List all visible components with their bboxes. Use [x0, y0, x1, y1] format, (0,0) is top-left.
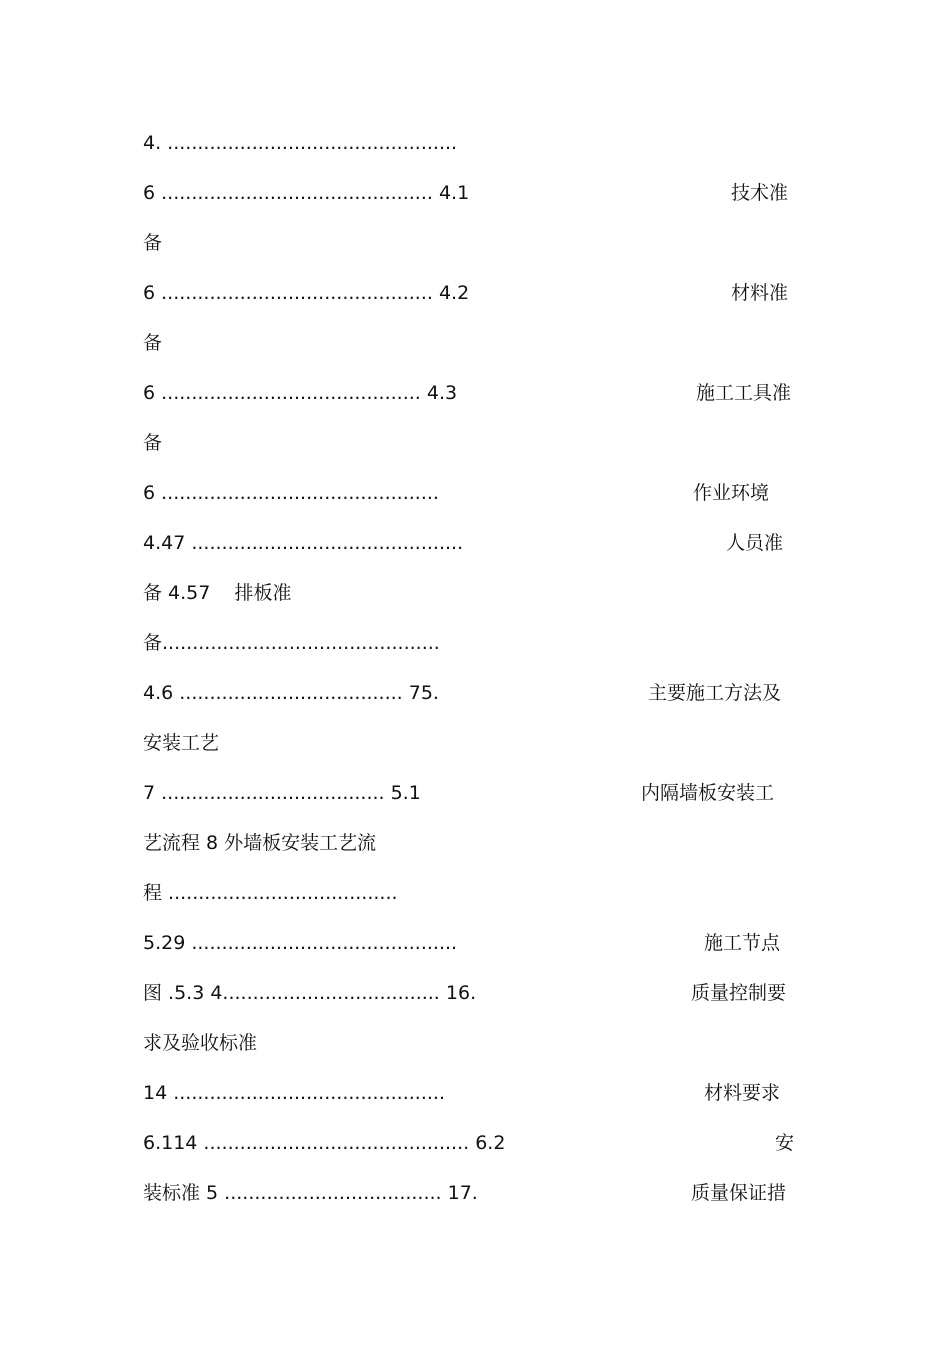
toc-line: [143, 628, 823, 658]
toc-line: [143, 178, 823, 208]
toc-line-left: 6 ..............................................: [143, 482, 439, 504]
toc-line-right: 材料准: [731, 282, 789, 304]
toc-line-right: 质量保证措: [691, 1182, 787, 1204]
toc-line-left: 5.29 ............................................: [143, 932, 458, 954]
toc-line-left: 6.114 ............................................ 6.2: [143, 1132, 506, 1154]
toc-line: [143, 478, 823, 508]
toc-line: [143, 928, 823, 958]
toc-line: [143, 228, 823, 258]
toc-line-left: 4.47 .............................................: [143, 532, 464, 554]
toc-line: [143, 1178, 823, 1208]
toc-line: [143, 1078, 823, 1108]
toc-line-right: 内隔墙板安装工: [641, 782, 775, 804]
toc-line-left: 备: [143, 232, 163, 254]
toc-line: [143, 428, 823, 458]
toc-line-left: 求及验收标准: [143, 1032, 258, 1054]
toc-line: [143, 278, 823, 308]
toc-line-left: 14 .............................................: [143, 1082, 445, 1104]
toc-line-right: 施工节点: [704, 932, 781, 954]
toc-line-left: 备: [143, 432, 163, 454]
toc-line-right: 材料要求: [704, 1082, 781, 1104]
toc-line-left: 6 ............................................. 4.2: [143, 282, 470, 304]
toc-line-left: 4.6 ..................................... 75.: [143, 682, 439, 704]
toc-line-right: 质量控制要: [691, 982, 787, 1004]
toc-line-left: 6 ............................................. 4.1: [143, 182, 470, 204]
toc-line: [143, 378, 823, 408]
toc-line: [143, 528, 823, 558]
toc-line-right: 人员准: [726, 532, 784, 554]
toc-line-left: 程 ......................................: [143, 882, 398, 904]
toc-line: [143, 778, 823, 808]
toc-line-left: 备: [143, 332, 163, 354]
toc-line-right: 安: [775, 1132, 795, 1154]
toc-line-right: 技术准: [731, 182, 789, 204]
toc-line-left: 7 ..................................... 5.1: [143, 782, 421, 804]
toc-line-left: 艺流程 8 外墙板安装工艺流: [143, 832, 377, 854]
toc-line-left: 装标准 5 .................................... 17.: [143, 1182, 478, 1204]
toc-line-left: 安装工艺: [143, 732, 220, 754]
toc-line-left: 图 .5.3 4.................................... 16.: [143, 982, 477, 1004]
toc-line-right: 施工工具准: [696, 382, 792, 404]
toc-line-left: 备 4.57 排板准: [143, 582, 292, 604]
toc-line: [143, 878, 823, 908]
toc-line-right: 作业环境: [693, 482, 770, 504]
toc-line: [143, 1128, 823, 1158]
toc-line: [143, 828, 823, 858]
toc-line: [143, 578, 823, 608]
toc-line-left: 备..............................................: [143, 632, 440, 654]
toc-line-left: 4. ................................................: [143, 132, 458, 154]
toc-line-right: 主要施工方法及: [648, 682, 782, 704]
toc-line: [143, 678, 823, 708]
toc-line: [143, 728, 823, 758]
toc-line-left: 6 ........................................... 4.3: [143, 382, 458, 404]
toc-line: [143, 978, 823, 1008]
toc-line: [143, 128, 823, 158]
toc-line: [143, 328, 823, 358]
toc-line: [143, 1028, 823, 1058]
